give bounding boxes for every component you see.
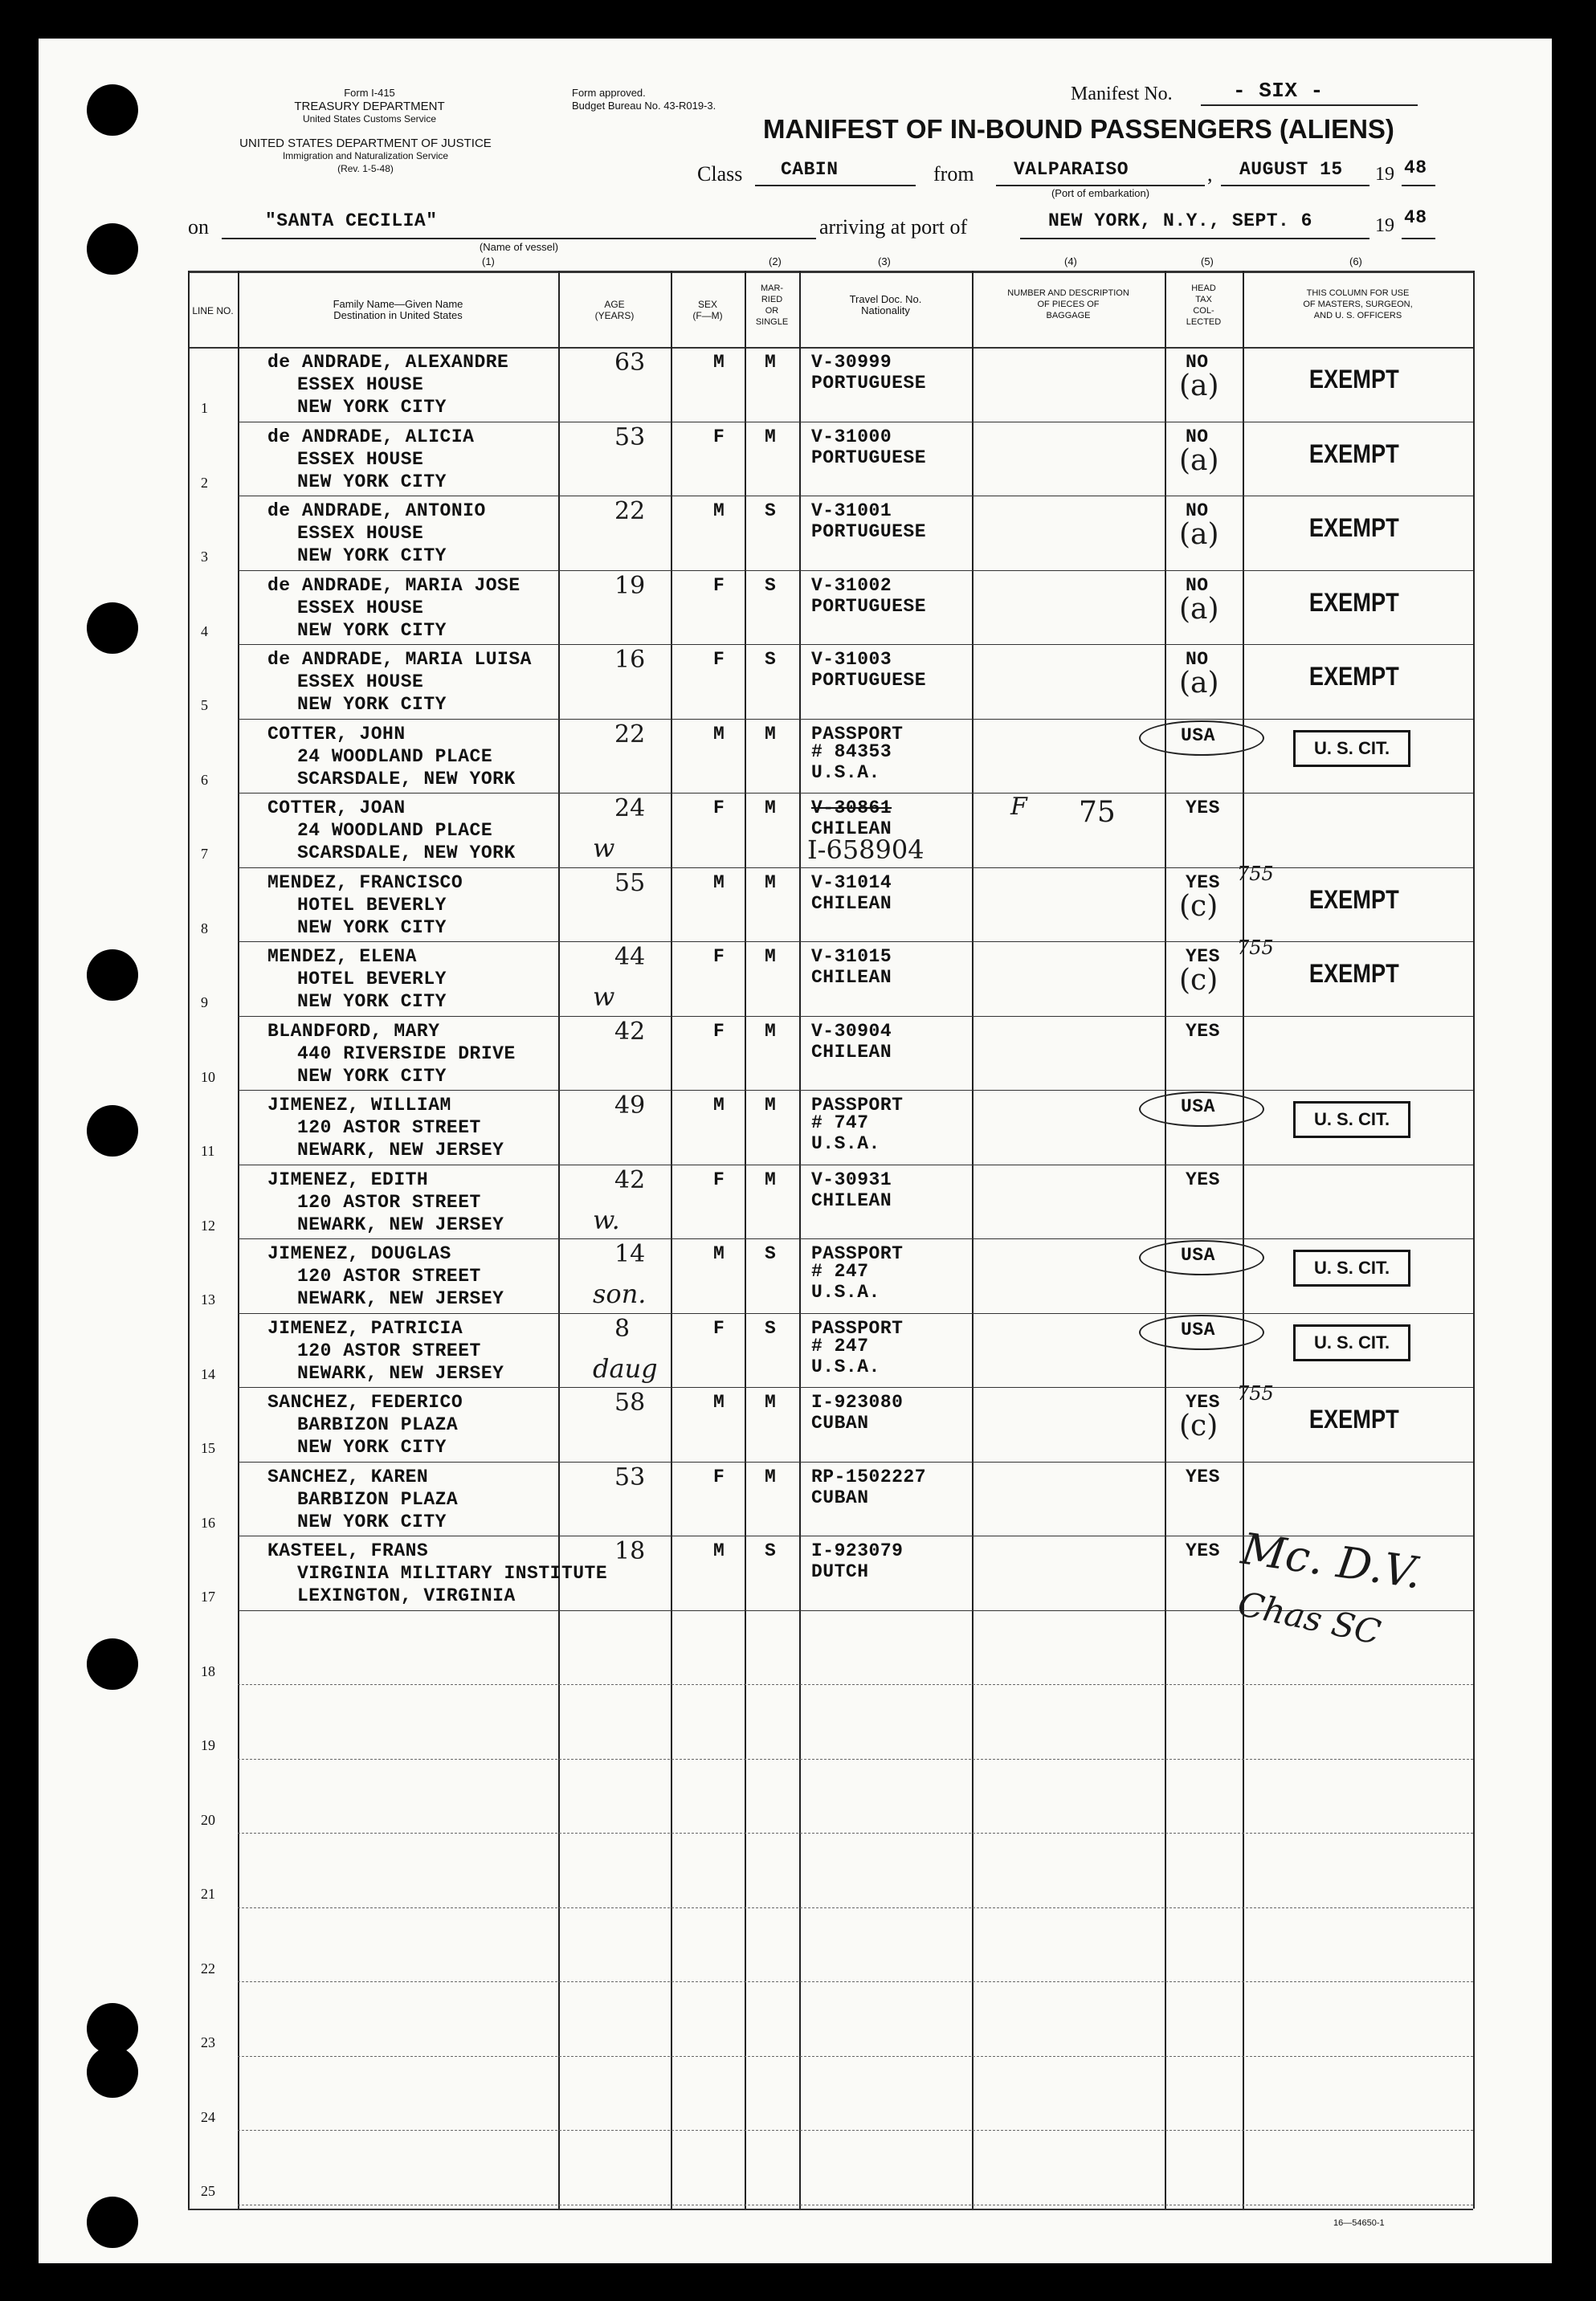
travel-doc: V-31001 xyxy=(811,500,892,521)
destination-line-1: ESSEX HOUSE xyxy=(297,671,424,692)
us-citizen-stamp: U. S. CIT. xyxy=(1293,1101,1410,1138)
destination-line-2: NEW YORK CITY xyxy=(297,397,447,418)
destination-line-2: NEW YORK CITY xyxy=(297,545,447,566)
line-number: 10 xyxy=(201,1068,215,1085)
destination-line-1: VIRGINIA MILITARY INSTITUTE xyxy=(297,1563,608,1584)
sex: M xyxy=(713,500,725,521)
nationality: PORTUGUESE xyxy=(811,521,927,542)
destination-line-1: BARBIZON PLAZA xyxy=(297,1414,459,1435)
marital-status: M xyxy=(765,798,777,818)
class-label: Class xyxy=(697,162,743,186)
line-number: 14 xyxy=(201,1365,215,1382)
age: 63 xyxy=(614,349,646,377)
budget-bureau: Budget Bureau No. 43-R019-3. xyxy=(572,100,716,112)
destination-line-1: HOTEL BEVERLY xyxy=(297,894,447,916)
arrival-port: NEW YORK, N.Y., SEPT. 6 xyxy=(1048,210,1312,231)
manifest-number: - SIX - xyxy=(1233,79,1324,103)
form-approved: Form approved. xyxy=(572,87,646,99)
destination-line-2: NEW YORK CITY xyxy=(297,991,447,1012)
destination-line-1: 120 ASTOR STREET xyxy=(297,1340,481,1361)
travel-doc: PASSPORT xyxy=(811,723,904,745)
tax-side-note: 755 xyxy=(1237,862,1274,885)
line-number: 1 xyxy=(201,400,208,416)
exempt-stamp: EXEMPT xyxy=(1308,662,1399,691)
passenger-name: JIMENEZ, DOUGLAS xyxy=(267,1243,451,1264)
ins-service: Immigration and Naturalization Service xyxy=(282,150,449,161)
header-age: AGE (YEARS) xyxy=(594,299,635,321)
exempt-stamp: EXEMPT xyxy=(1308,439,1399,468)
relation-note: w xyxy=(593,981,615,1012)
marital-status: M xyxy=(765,1020,777,1042)
passenger-name: KASTEEL, FRANS xyxy=(267,1540,429,1561)
head-tax: YES xyxy=(1186,946,1220,967)
header-name: Family Name—Given Name Destination in United States xyxy=(333,298,463,321)
passenger-name: MENDEZ, FRANCISCO xyxy=(267,871,463,893)
line-number: 13 xyxy=(201,1291,215,1308)
on-label: on xyxy=(188,215,209,239)
destination-line-1: 120 ASTOR STREET xyxy=(297,1266,481,1287)
header-travel-doc: Travel Doc. No. Nationality xyxy=(849,293,922,316)
col-num: (5) xyxy=(1201,255,1214,267)
from-label: from xyxy=(933,162,974,186)
line-number: 12 xyxy=(201,1217,215,1234)
nationality: PORTUGUESE xyxy=(811,447,927,468)
customs-service: United States Customs Service xyxy=(302,113,437,124)
sex: F xyxy=(713,1466,725,1487)
destination-line-1: ESSEX HOUSE xyxy=(297,374,424,395)
line-number: 15 xyxy=(201,1440,215,1456)
footer-code: 16—54650-1 xyxy=(1333,2218,1385,2228)
destination-line-2: NEW YORK CITY xyxy=(297,1511,447,1532)
travel-doc: V-31002 xyxy=(811,574,892,596)
binder-hole xyxy=(87,84,138,136)
travel-doc: I-923080 xyxy=(811,1392,904,1413)
header-officers: THIS COLUMN FOR USE OF MASTERS, SURGEON, AND U. S. OFFICERS xyxy=(1303,288,1413,320)
baggage-type: F xyxy=(1010,793,1027,821)
nationality: PORTUGUESE xyxy=(811,595,927,617)
head-tax: YES xyxy=(1186,1466,1220,1487)
manifest-label: Manifest No. xyxy=(1071,84,1173,104)
head-tax: USA xyxy=(1181,724,1215,746)
binder-hole xyxy=(87,949,138,1001)
marital-status: M xyxy=(765,723,777,745)
destination-line-2: NEWARK, NEW JERSEY xyxy=(297,1214,504,1235)
marital-status: S xyxy=(765,1317,777,1339)
head-tax: YES xyxy=(1186,1169,1220,1190)
exempt-stamp: EXEMPT xyxy=(1308,959,1399,988)
binder-hole xyxy=(87,1638,138,1690)
sex: M xyxy=(713,1095,725,1116)
line-number: 18 xyxy=(201,1663,215,1679)
manifest-title: MANIFEST OF IN-BOUND PASSENGERS (ALIENS) xyxy=(763,114,1394,144)
destination-line-1: ESSEX HOUSE xyxy=(297,523,424,544)
nationality: CUBAN xyxy=(811,1487,869,1508)
from-value: VALPARAISO xyxy=(1014,159,1129,180)
passenger-name: JIMENEZ, EDITH xyxy=(267,1169,429,1190)
head-tax: NO xyxy=(1186,574,1209,596)
tax-note: (a) xyxy=(1179,369,1219,402)
depart-date: AUGUST 15 xyxy=(1239,159,1343,180)
col-num: (2) xyxy=(769,255,782,267)
age: 44 xyxy=(614,943,646,971)
nationality: CHILEAN xyxy=(811,967,892,988)
sex: M xyxy=(713,1243,725,1264)
destination-line-2: NEW YORK CITY xyxy=(297,694,447,715)
destination-line-1: 120 ASTOR STREET xyxy=(297,1191,481,1213)
nationality: U.S.A. xyxy=(811,1282,880,1303)
class-value: CABIN xyxy=(781,159,839,180)
sex: F xyxy=(713,1317,725,1339)
sex: F xyxy=(713,798,725,818)
sex: F xyxy=(713,1169,725,1190)
marital-status: S xyxy=(765,1540,777,1561)
nationality: U.S.A. xyxy=(811,1356,880,1377)
age: 22 xyxy=(614,497,646,525)
year-prefix-2: 19 xyxy=(1375,215,1394,236)
baggage-count: 75 xyxy=(1079,796,1116,829)
treasury-dept: TREASURY DEPARTMENT xyxy=(294,100,445,113)
nationality: PORTUGUESE xyxy=(811,670,927,691)
line-number: 11 xyxy=(201,1143,215,1159)
destination-line-1: BARBIZON PLAZA xyxy=(297,1488,459,1510)
officer-signature: Mc. D.V. xyxy=(1238,1523,1425,1599)
tax-note: (a) xyxy=(1179,592,1219,626)
exempt-stamp: EXEMPT xyxy=(1308,884,1399,914)
us-citizen-stamp: U. S. CIT. xyxy=(1293,730,1410,767)
line-number: 21 xyxy=(201,1886,215,1902)
embark-caption: (Port of embarkation) xyxy=(1051,187,1150,199)
destination-line-2: SCARSDALE, NEW YORK xyxy=(297,768,516,789)
exempt-stamp: EXEMPT xyxy=(1308,1405,1399,1434)
nationality: CUBAN xyxy=(811,1413,869,1434)
head-tax: USA xyxy=(1181,1245,1215,1266)
line-number: 4 xyxy=(201,622,208,639)
head-tax: YES xyxy=(1186,798,1220,818)
destination-line-1: 120 ASTOR STREET xyxy=(297,1117,481,1138)
header-line-no: LINE NO. xyxy=(192,305,234,316)
head-tax: NO xyxy=(1186,426,1209,447)
destination-line-2: NEW YORK CITY xyxy=(297,916,447,938)
travel-doc: PASSPORT xyxy=(811,1317,904,1339)
age: 22 xyxy=(614,720,646,749)
head-tax: YES xyxy=(1186,1540,1220,1561)
binder-hole xyxy=(87,1105,138,1157)
line-number: 22 xyxy=(201,1960,215,1977)
age: 53 xyxy=(614,1463,646,1491)
passenger-name: MENDEZ, ELENA xyxy=(267,946,417,967)
head-tax: USA xyxy=(1181,1319,1215,1340)
line-number: 25 xyxy=(201,2183,215,2199)
sex: F xyxy=(713,946,725,967)
exempt-stamp: EXEMPT xyxy=(1308,513,1399,542)
col-num: (1) xyxy=(482,255,495,267)
destination-line-2: SCARSDALE, NEW YORK xyxy=(297,842,516,863)
age: 14 xyxy=(614,1240,646,1268)
line-number: 17 xyxy=(201,1589,215,1605)
tax-note: (a) xyxy=(1179,518,1219,551)
nationality: CHILEAN xyxy=(811,892,892,914)
passenger-name: JIMENEZ, PATRICIA xyxy=(267,1317,463,1339)
head-tax: YES xyxy=(1186,1392,1220,1413)
destination-line-2: NEWARK, NEW JERSEY xyxy=(297,1362,504,1384)
passenger-name: JIMENEZ, WILLIAM xyxy=(267,1095,451,1116)
travel-doc: V-30931 xyxy=(811,1169,892,1190)
passenger-name: COTTER, JOHN xyxy=(267,723,406,745)
exempt-stamp: EXEMPT xyxy=(1308,587,1399,617)
revision: (Rev. 1-5-48) xyxy=(337,163,394,174)
tax-note: (c) xyxy=(1179,1410,1218,1442)
tax-note: (a) xyxy=(1179,667,1219,700)
col-num: (6) xyxy=(1349,255,1362,267)
travel-doc: PASSPORT xyxy=(811,1095,904,1116)
handwritten-doc: I-658904 xyxy=(807,834,925,865)
destination-line-2: NEWARK, NEW JERSEY xyxy=(297,1288,504,1309)
us-citizen-stamp: U. S. CIT. xyxy=(1293,1324,1410,1361)
head-tax: YES xyxy=(1186,871,1220,893)
exempt-stamp: EXEMPT xyxy=(1308,365,1399,394)
destination-line-1: 24 WOODLAND PLACE xyxy=(297,820,493,841)
passenger-name: BLANDFORD, MARY xyxy=(267,1020,440,1042)
age: 8 xyxy=(614,1314,631,1343)
passport-number: # 247 xyxy=(811,1335,869,1357)
age: 58 xyxy=(614,1389,646,1417)
age: 55 xyxy=(614,868,646,897)
destination-line-2: NEW YORK CITY xyxy=(297,471,447,492)
officer-initials: Chas SC xyxy=(1234,1583,1385,1653)
line-number: 9 xyxy=(201,994,208,1010)
line-number: 20 xyxy=(201,1811,215,1828)
nationality: U.S.A. xyxy=(811,761,880,783)
passenger-name: SANCHEZ, KAREN xyxy=(267,1466,429,1487)
travel-doc: V-30999 xyxy=(811,352,892,373)
travel-doc: V-31015 xyxy=(811,946,892,967)
sex: M xyxy=(713,352,725,373)
travel-doc: V-30861 xyxy=(811,798,892,818)
age: 42 xyxy=(614,1017,646,1046)
marital-status: S xyxy=(765,1243,777,1264)
marital-status: M xyxy=(765,1095,777,1116)
head-tax: NO xyxy=(1186,352,1209,373)
header-head-tax: HEAD TAX COL- LECTED xyxy=(1186,284,1222,327)
age: 42 xyxy=(614,1165,646,1194)
line-number: 6 xyxy=(201,771,208,788)
destination-line-1: 440 RIVERSIDE DRIVE xyxy=(297,1042,516,1064)
destination-line-1: ESSEX HOUSE xyxy=(297,597,424,618)
destination-line-2: LEXINGTON, VIRGINIA xyxy=(297,1585,516,1606)
age: 53 xyxy=(614,422,646,451)
relation-note: w. xyxy=(593,1204,620,1235)
line-number: 19 xyxy=(201,1737,215,1753)
binder-hole xyxy=(87,2046,138,2098)
marital-status: S xyxy=(765,649,777,670)
age: 16 xyxy=(614,646,646,674)
age: 49 xyxy=(614,1091,646,1120)
passenger-name: de ANDRADE, ALICIA xyxy=(267,426,475,447)
passport-number: # 247 xyxy=(811,1261,869,1282)
binder-hole xyxy=(87,602,138,654)
col-num: (4) xyxy=(1064,255,1077,267)
nationality: CHILEAN xyxy=(811,1189,892,1211)
destination-line-1: ESSEX HOUSE xyxy=(297,448,424,470)
marital-status: S xyxy=(765,500,777,521)
relation-note: daug xyxy=(593,1352,658,1384)
relation-note: son. xyxy=(593,1279,647,1309)
tax-note: (a) xyxy=(1179,443,1219,477)
sex: M xyxy=(713,1540,725,1561)
head-tax: NO xyxy=(1186,649,1209,670)
sex: F xyxy=(713,1020,725,1042)
passenger-name: SANCHEZ, FEDERICO xyxy=(267,1392,463,1413)
col-num: (3) xyxy=(878,255,891,267)
passenger-name: de ANDRADE, MARIA JOSE xyxy=(267,574,520,596)
marital-status: M xyxy=(765,871,777,893)
head-tax: USA xyxy=(1181,1096,1215,1117)
passenger-name: de ANDRADE, ALEXANDRE xyxy=(267,352,509,373)
form-number: Form I-415 xyxy=(344,87,395,99)
head-tax: YES xyxy=(1186,1020,1220,1042)
travel-doc: V-31014 xyxy=(811,871,892,893)
nationality: PORTUGUESE xyxy=(811,373,927,394)
destination-line-2: NEW YORK CITY xyxy=(297,619,447,641)
vessel-name: "SANTA CECILIA" xyxy=(265,210,438,231)
travel-doc: PASSPORT xyxy=(811,1243,904,1264)
header-married: MAR- RIED OR SINGLE xyxy=(755,284,789,327)
line-number: 16 xyxy=(201,1514,215,1531)
passport-number: # 84353 xyxy=(811,740,892,762)
passenger-name: de ANDRADE, ANTONIO xyxy=(267,500,486,521)
travel-doc: V-30904 xyxy=(811,1020,892,1042)
passport-number: # 747 xyxy=(811,1112,869,1133)
age: 18 xyxy=(614,1537,646,1565)
destination-line-2: NEW YORK CITY xyxy=(297,1437,447,1458)
age: 19 xyxy=(614,571,646,600)
destination-line-1: 24 WOODLAND PLACE xyxy=(297,745,493,767)
tax-note: (c) xyxy=(1179,964,1218,997)
head-tax: NO xyxy=(1186,500,1209,521)
sex: M xyxy=(713,1392,725,1413)
line-number: 23 xyxy=(201,2034,215,2050)
travel-doc: V-31000 xyxy=(811,426,892,447)
marital-status: M xyxy=(765,1392,777,1413)
line-number: 7 xyxy=(201,846,208,862)
header-baggage: NUMBER AND DESCRIPTION OF PIECES OF BAGGAGE xyxy=(1007,288,1129,320)
sex: F xyxy=(713,649,725,670)
vessel-caption: (Name of vessel) xyxy=(479,241,559,253)
line-number: 5 xyxy=(201,697,208,713)
nationality: CHILEAN xyxy=(811,1041,892,1063)
sex: F xyxy=(713,426,725,447)
marital-status: M xyxy=(765,426,777,447)
marital-status: M xyxy=(765,1169,777,1190)
justice-dept: UNITED STATES DEPARTMENT OF JUSTICE xyxy=(239,137,492,150)
marital-status: M xyxy=(765,1466,777,1487)
travel-doc: I-923079 xyxy=(811,1540,904,1561)
nationality: U.S.A. xyxy=(811,1133,880,1154)
depart-year: 48 xyxy=(1404,157,1427,178)
line-number: 3 xyxy=(201,549,208,565)
tax-note: (c) xyxy=(1179,889,1218,923)
binder-hole xyxy=(87,2197,138,2248)
binder-hole xyxy=(87,223,138,275)
sex: F xyxy=(713,574,725,596)
header-sex: SEX (F—M) xyxy=(692,299,723,321)
sex: M xyxy=(713,723,725,745)
nationality: CHILEAN xyxy=(811,818,892,839)
arrival-year: 48 xyxy=(1404,207,1427,228)
year-prefix: 19 xyxy=(1375,164,1394,185)
marital-status: M xyxy=(765,946,777,967)
age: 24 xyxy=(614,794,646,822)
destination-line-1: HOTEL BEVERLY xyxy=(297,969,447,989)
line-number: 2 xyxy=(201,474,208,491)
marital-status: M xyxy=(765,352,777,373)
destination-line-2: NEW YORK CITY xyxy=(297,1065,447,1087)
line-number: 24 xyxy=(201,2108,215,2125)
travel-doc: RP-1502227 xyxy=(811,1466,927,1487)
us-citizen-stamp: U. S. CIT. xyxy=(1293,1250,1410,1287)
nationality: DUTCH xyxy=(811,1561,869,1582)
marital-status: S xyxy=(765,574,777,596)
tax-side-note: 755 xyxy=(1237,936,1274,959)
tax-side-note: 755 xyxy=(1237,1382,1274,1405)
passenger-name: COTTER, JOAN xyxy=(267,798,406,818)
travel-doc: V-31003 xyxy=(811,649,892,670)
destination-line-2: NEWARK, NEW JERSEY xyxy=(297,1140,504,1161)
sex: M xyxy=(713,871,725,893)
relation-note: w xyxy=(593,833,615,863)
arriving-label: arriving at port of xyxy=(819,215,968,239)
line-number: 8 xyxy=(201,920,208,936)
passenger-name: de ANDRADE, MARIA LUISA xyxy=(267,649,532,670)
